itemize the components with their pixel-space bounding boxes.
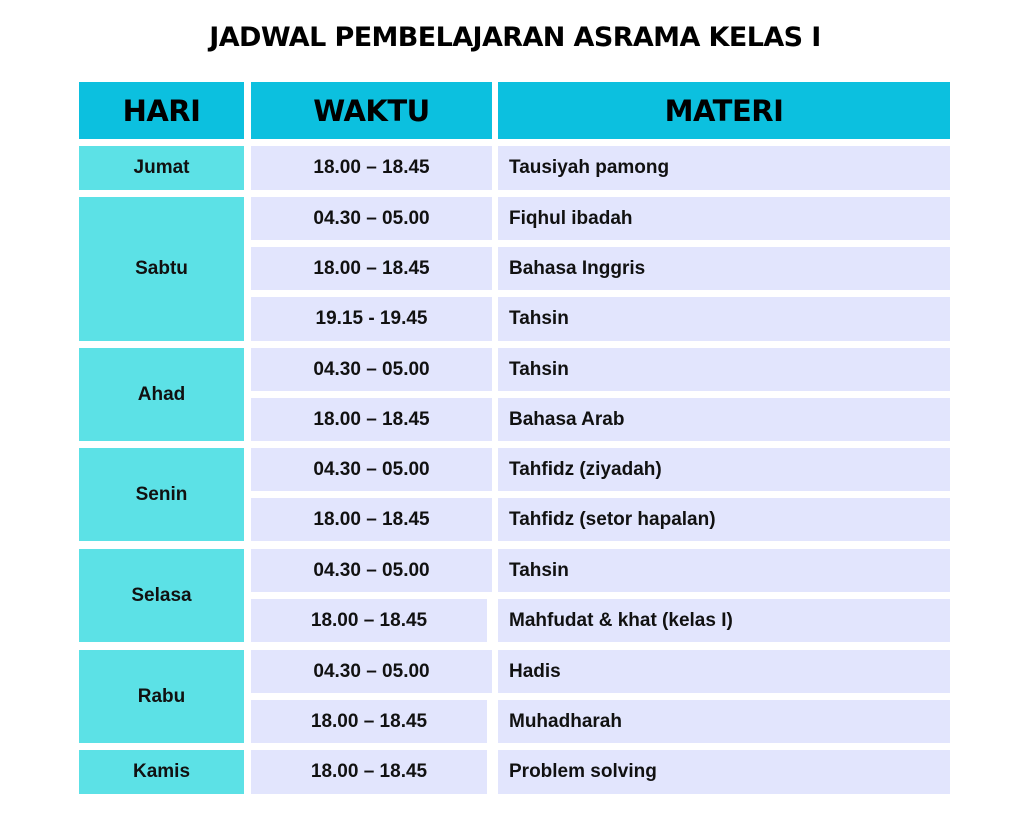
time-cell: 18.00 – 18.45	[251, 146, 492, 190]
time-cell: 04.30 – 05.00	[251, 549, 492, 592]
day-jumat: Jumat	[79, 146, 244, 190]
day-selasa: Selasa	[79, 549, 244, 642]
time-cell: 18.00 – 18.45	[251, 700, 487, 743]
time-cell: 18.00 – 18.45	[251, 498, 492, 541]
time-cell: 18.00 – 18.45	[251, 750, 487, 794]
day-rabu: Rabu	[79, 650, 244, 743]
subject-cell: Muhadharah	[498, 700, 950, 743]
day-senin: Senin	[79, 448, 244, 541]
day-ahad: Ahad	[79, 348, 244, 441]
subject-cell: Tahsin	[498, 549, 950, 592]
subject-cell: Tahsin	[498, 297, 950, 341]
subject-cell: Tahfidz (setor hapalan)	[498, 498, 950, 541]
header-hari: HARI	[79, 82, 244, 139]
time-cell: 04.30 – 05.00	[251, 348, 492, 391]
time-cell: 18.00 – 18.45	[251, 247, 492, 290]
subject-cell: Hadis	[498, 650, 950, 693]
day-kamis: Kamis	[79, 750, 244, 794]
time-cell: 04.30 – 05.00	[251, 197, 492, 240]
subject-cell: Tahfidz (ziyadah)	[498, 448, 950, 491]
subject-cell: Problem solving	[498, 750, 950, 794]
header-materi: MATERI	[498, 82, 950, 139]
day-sabtu: Sabtu	[79, 197, 244, 341]
subject-cell: Bahasa Arab	[498, 398, 950, 441]
subject-cell: Tahsin	[498, 348, 950, 391]
time-cell: 18.00 – 18.45	[251, 398, 492, 441]
page-title: JADWAL PEMBELAJARAN ASRAMA KELAS I	[209, 22, 821, 53]
subject-cell: Tausiyah pamong	[498, 146, 950, 190]
time-cell: 04.30 – 05.00	[251, 650, 492, 693]
subject-cell: Fiqhul ibadah	[498, 197, 950, 240]
time-cell: 19.15 - 19.45	[251, 297, 492, 341]
subject-cell: Mahfudat & khat (kelas I)	[498, 599, 950, 642]
time-cell: 04.30 – 05.00	[251, 448, 492, 491]
time-cell: 18.00 – 18.45	[251, 599, 487, 642]
header-waktu: WAKTU	[251, 82, 492, 139]
subject-cell: Bahasa Inggris	[498, 247, 950, 290]
